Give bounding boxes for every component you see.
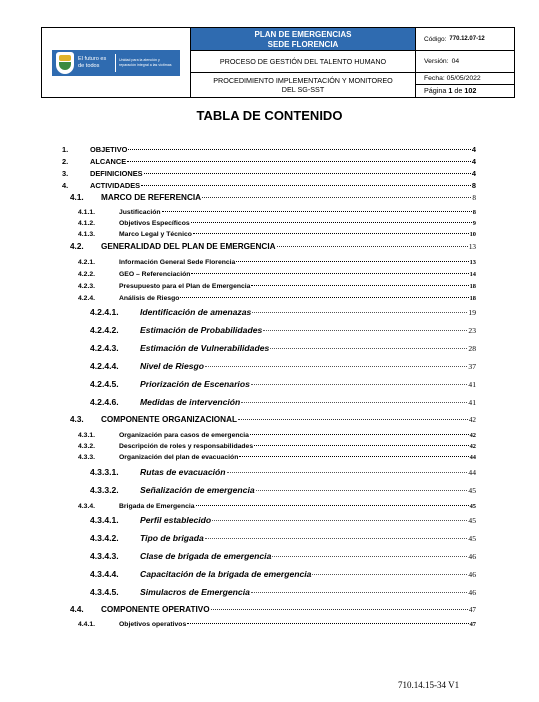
toc-entry-page: 13 <box>469 259 476 266</box>
toc-entry[interactable] <box>90 569 476 579</box>
toc-entry[interactable] <box>70 242 476 251</box>
toc-entry-title: ACTIVIDADES <box>90 181 141 190</box>
toc-entry-page: 45 <box>468 486 476 495</box>
toc-entry-page: 4 <box>471 157 476 166</box>
toc-entry-page: 46 <box>468 588 476 597</box>
toc-entry-number: 4.2.4.4. <box>90 361 119 371</box>
toc-entry[interactable] <box>78 443 476 450</box>
toc-dot-leader <box>144 173 471 174</box>
toc-entry-page: 18 <box>469 295 476 302</box>
toc-entry-title: Tipo de brigada <box>140 533 204 543</box>
toc-entry-title: Priorización de Escenarios <box>140 379 250 389</box>
toc-dot-leader <box>256 490 468 491</box>
toc-dot-leader <box>205 366 467 367</box>
toc-entry[interactable] <box>78 209 476 216</box>
version-label: Versión: <box>424 58 449 65</box>
toc-entry-page: 8 <box>472 194 476 202</box>
toc-entry-number: 4.3.4.4. <box>90 569 119 579</box>
toc-entry-number: 4.2.4.6. <box>90 397 119 407</box>
date-value: 05/05/2022 <box>446 75 481 82</box>
toc-entry-number: 4.3.3.1. <box>90 467 119 477</box>
toc-entry[interactable] <box>90 533 476 543</box>
toc-entry-page: 45 <box>469 503 476 510</box>
toc-entry-page: 4 <box>471 145 476 154</box>
code-value: 770.12.07-12 <box>449 36 485 42</box>
toc-entry[interactable] <box>62 157 476 166</box>
toc-dot-leader <box>250 434 469 435</box>
toc-entry[interactable] <box>70 193 476 202</box>
toc-entry-number: 4.2. <box>70 242 84 251</box>
toc-entry-title: Brigada de Emergencia <box>119 503 195 510</box>
toc-entry[interactable] <box>90 397 476 407</box>
toc-entry-title: COMPONENTE ORGANIZACIONAL <box>101 415 238 424</box>
toc-dot-leader <box>191 222 472 223</box>
toc-entry-number: 4.4.1. <box>78 621 96 628</box>
toc-entry-page: 14 <box>469 271 476 278</box>
toc-entry-number: 4.1. <box>70 193 84 202</box>
toc-entry-title: Estimación de Probabilidades <box>140 325 263 335</box>
toc-dot-leader <box>277 246 468 247</box>
toc-entry-number: 4.2.4. <box>78 295 96 302</box>
toc-dot-leader <box>196 505 469 506</box>
toc-entry[interactable] <box>78 231 476 238</box>
toc-entry-title: Rutas de evacuación <box>140 467 226 477</box>
toc-entry-page: 19 <box>468 308 476 317</box>
toc-entry[interactable] <box>70 605 476 614</box>
toc-entry-page: 42 <box>469 432 476 439</box>
toc-dot-leader <box>251 384 468 385</box>
toc-dot-leader <box>202 197 471 198</box>
toc-entry-number: 4.3.3.2. <box>90 485 119 495</box>
toc-entry-title: Organización para casos de emergencia <box>119 432 249 439</box>
toc-entry[interactable] <box>78 271 476 278</box>
toc-dot-leader <box>191 273 468 274</box>
toc-entry-page: 46 <box>468 570 476 579</box>
toc-entry[interactable] <box>78 621 476 628</box>
toc-entry-number: 4.3. <box>70 415 84 424</box>
procedure-line-2: DEL SG-SST <box>281 85 325 94</box>
toc-entry[interactable] <box>90 587 476 597</box>
code-label: Código: <box>424 35 447 43</box>
toc-entry-number: 4.3.4.2. <box>90 533 119 543</box>
toc-entry-title: Capacitación de la brigada de emergencia <box>140 569 312 579</box>
toc-entry-title: Organización del plan de evacuación <box>119 454 239 461</box>
toc-entry[interactable] <box>78 283 476 290</box>
toc-entry-title: Medidas de intervención <box>140 397 241 407</box>
toc-entry[interactable] <box>90 379 476 389</box>
toc-entry-title: COMPONENTE OPERATIVO <box>101 605 210 614</box>
toc-entry-title: Identificación de amenazas <box>140 307 252 317</box>
page-label: Página <box>424 86 447 95</box>
toc-dot-leader <box>193 233 469 234</box>
toc-entry-number: 4. <box>62 181 69 190</box>
toc-entry-page: 8 <box>471 181 476 190</box>
toc-entry[interactable] <box>90 467 476 477</box>
toc-entry[interactable] <box>62 181 476 190</box>
toc-entry-number: 4.3.4.1. <box>90 515 119 525</box>
toc-entry-number: 4.2.4.5. <box>90 379 119 389</box>
toc-dot-leader <box>263 330 467 331</box>
toc-dot-leader <box>239 456 468 457</box>
process-name: PROCESO DE GESTIÓN DEL TALENTO HUMANO <box>191 51 416 73</box>
toc-entry[interactable] <box>90 551 476 561</box>
toc-entry-title: Objetivos operativos <box>119 621 187 628</box>
toc-entry-page: 9 <box>472 220 476 227</box>
toc-dot-leader <box>312 574 467 575</box>
toc-entry-title: Simulacros de Emergencia <box>140 587 250 597</box>
toc-entry-title: GEO – Referenciación <box>119 271 191 278</box>
toc-dot-leader <box>180 297 468 298</box>
toc-entry-title: Marco Legal y Técnico <box>119 231 192 238</box>
toc-entry-number: 3. <box>62 169 69 178</box>
toc-dot-leader <box>187 623 468 624</box>
toc-dot-leader <box>238 419 468 420</box>
toc-entry[interactable] <box>78 432 476 439</box>
toc-entry-number: 4.1.3. <box>78 231 96 238</box>
procedure-line-1: PROCEDIMIENTO IMPLEMENTACIÓN Y MONITOREO <box>213 76 393 85</box>
toc-entry-page: 41 <box>468 380 476 389</box>
toc-entry-page: 41 <box>468 398 476 407</box>
toc-entry-page: 10 <box>469 231 476 238</box>
toc-entry-title: Señalización de emergencia <box>140 485 255 495</box>
toc-entry-number: 4.3.4. <box>78 503 96 510</box>
toc-entry[interactable] <box>78 295 476 302</box>
toc-dot-leader <box>241 402 467 403</box>
toc-entry[interactable] <box>78 259 476 266</box>
toc-entry-title: Descripción de roles y responsabilidades <box>119 443 254 450</box>
toc-entry-number: 4.3.2. <box>78 443 96 450</box>
toc-entry-title: Nivel de Riesgo <box>140 361 204 371</box>
toc-dot-leader <box>254 445 469 446</box>
toc-dot-leader <box>141 185 471 186</box>
toc-entry-page: 8 <box>472 209 476 216</box>
toc-entry-title: MARCO DE REFERENCIA <box>101 193 202 202</box>
footer-code: 710.14.15-34 V1 <box>398 680 460 690</box>
toc-entry-page: 18 <box>469 283 476 290</box>
toc-entry-page: 23 <box>468 326 476 335</box>
toc-entry[interactable] <box>62 169 476 178</box>
date-label: Fecha: <box>424 75 445 82</box>
toc-entry[interactable] <box>62 145 476 154</box>
toc-entry-number: 4.3.4.5. <box>90 587 119 597</box>
toc-entry-title: Estimación de Vulnerabilidades <box>140 343 270 353</box>
toc-entry-page: 44 <box>468 468 476 477</box>
title-line-1: PLAN DE EMERGENCIAS <box>254 30 352 39</box>
toc-entry-title: OBJETIVO <box>90 145 128 154</box>
toc-entry-number: 1. <box>62 145 69 154</box>
toc-dot-leader <box>227 472 468 473</box>
toc-dot-leader <box>270 348 467 349</box>
page-current: 1 <box>448 86 453 95</box>
toc-entry-title: GENERALIDAD DEL PLAN DE EMERGENCIA <box>101 242 276 251</box>
toc-entry-number: 4.2.1. <box>78 259 96 266</box>
toc-dot-leader <box>127 161 471 162</box>
toc-entry-page: 4 <box>471 169 476 178</box>
toc-entry[interactable] <box>90 325 476 335</box>
toc-entry-number: 4.2.4.2. <box>90 325 119 335</box>
logo-slogan: El futuro es de todos <box>78 56 107 69</box>
toc-dot-leader <box>272 556 467 557</box>
toc-dot-leader <box>236 261 468 262</box>
toc-dot-leader <box>205 538 468 539</box>
toc-entry[interactable] <box>90 515 476 525</box>
version-value: 04 <box>451 58 460 65</box>
toc-dot-leader <box>252 312 467 313</box>
toc-dot-leader <box>128 149 471 150</box>
toc-entry[interactable] <box>78 220 476 227</box>
toc-entry[interactable] <box>70 415 476 424</box>
toc-entry[interactable] <box>78 454 476 461</box>
toc-entry-title: ALCANCE <box>90 157 127 166</box>
logo-entity-name: Unidad para la atención y reparación integral a las víctimas <box>119 58 172 67</box>
toc-entry-title: Análisis de Riesgo <box>119 295 180 302</box>
toc-entry[interactable] <box>78 503 476 510</box>
toc-entry-page: 28 <box>468 344 476 353</box>
toc-entry-number: 4.2.4.3. <box>90 343 119 353</box>
toc-entry[interactable] <box>90 343 476 353</box>
toc-entry-number: 4.3.1. <box>78 432 96 439</box>
toc-entry-title: DEFINICIONES <box>90 169 143 178</box>
toc-entry-page: 45 <box>468 534 476 543</box>
toc-entry-page: 37 <box>468 362 476 371</box>
toc-entry-page: 13 <box>468 243 476 251</box>
toc-dot-leader <box>162 211 472 212</box>
toc-entry-number: 2. <box>62 157 69 166</box>
toc-entry-number: 4.1.2. <box>78 220 96 227</box>
toc-entry-title: Presupuesto para el Plan de Emergencia <box>119 283 251 290</box>
toc-entry[interactable] <box>90 485 476 495</box>
toc-dot-leader <box>212 520 467 521</box>
toc-entry-page: 45 <box>468 516 476 525</box>
toc-entry[interactable] <box>90 361 476 371</box>
toc-entry-page: 46 <box>468 552 476 561</box>
toc-entry-number: 4.1.1. <box>78 209 96 216</box>
toc-entry-title: Justificación <box>119 209 161 216</box>
toc-entry-title: Clase de brigada de emergencia <box>140 551 272 561</box>
title-line-2: SEDE FLORENCIA <box>267 39 339 49</box>
toc-entry-number: 4.4. <box>70 605 84 614</box>
toc-entry-number: 4.2.4.1. <box>90 307 119 317</box>
toc-entry-page: 47 <box>469 621 476 628</box>
toc-entry[interactable] <box>90 307 476 317</box>
page-of: de <box>454 86 463 95</box>
toc-dot-leader <box>211 609 468 610</box>
toc-entry-page: 42 <box>468 416 476 424</box>
page-total: 102 <box>464 86 477 95</box>
toc-dot-leader <box>251 285 468 286</box>
toc-entry-number: 4.3.4.3. <box>90 551 119 561</box>
toc-entry-number: 4.2.2. <box>78 271 96 278</box>
toc-entry-title: Objetivos Específicos <box>119 220 190 227</box>
toc-entry-page: 42 <box>469 443 476 450</box>
toc-dot-leader <box>251 592 468 593</box>
toc-entry-page: 44 <box>469 454 476 461</box>
toc-entry-title: Información General Sede Florencia <box>119 259 236 266</box>
toc-entry-title: Perfil establecido <box>140 515 212 525</box>
toc-entry-number: 4.3.3. <box>78 454 96 461</box>
toc-title: TABLA DE CONTENIDO <box>196 108 343 123</box>
toc-entry-page: 47 <box>468 606 476 614</box>
toc-entry-number: 4.2.3. <box>78 283 96 290</box>
